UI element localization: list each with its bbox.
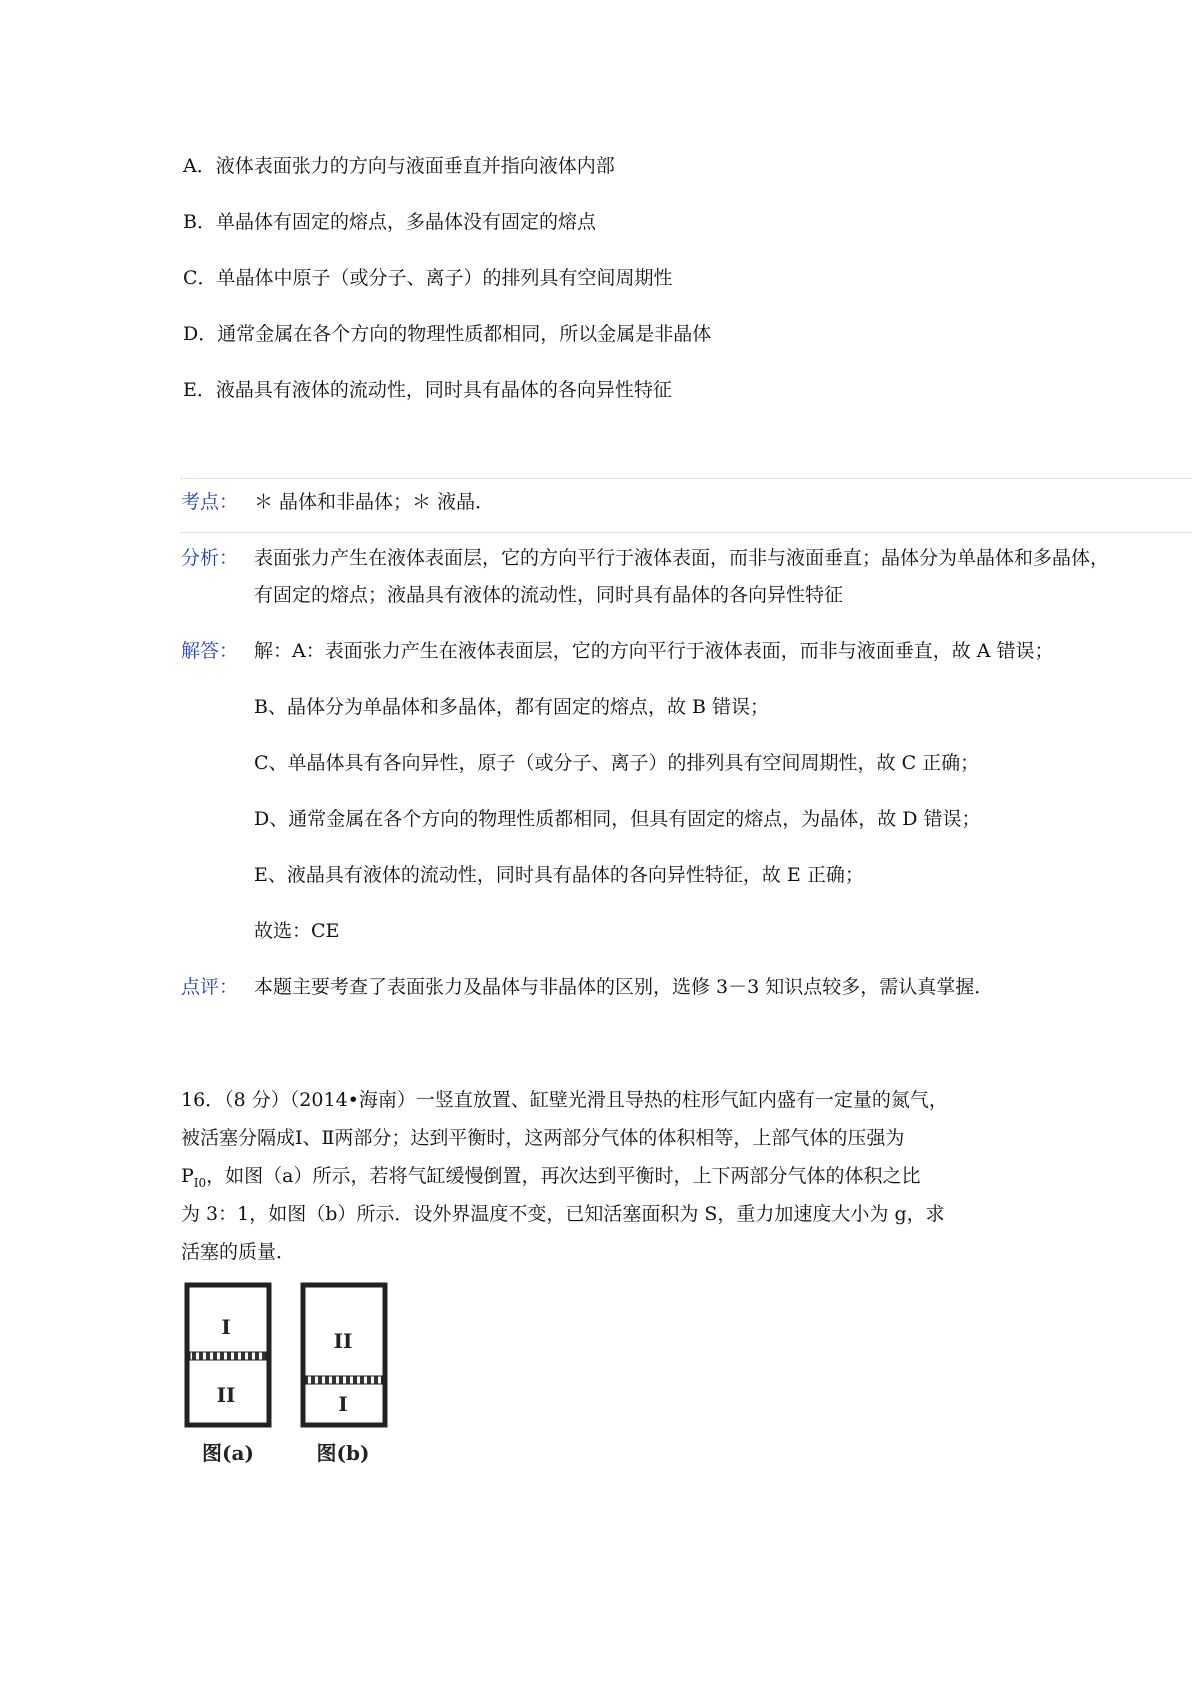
question-line bbox=[181, 1161, 921, 1190]
jieda-line: 故选：CE bbox=[254, 920, 340, 942]
question-line-text: ，如图（a）所示，若将气缸缓慢倒置，再次达到平衡时，上下两部分气体的体积之比 bbox=[206, 1165, 921, 1187]
option-text: 单晶体有固定的熔点，多晶体没有固定的熔点 bbox=[215, 211, 596, 233]
jieda-label: 解答： bbox=[181, 640, 239, 662]
dianping-text: 本题主要考查了表面张力及晶体与非晶体的区别，选修 3－3 知识点较多，需认真掌握． bbox=[254, 976, 994, 998]
piston-a bbox=[190, 1352, 266, 1360]
option-text: 液晶具有液体的流动性，同时具有晶体的各向异性特征 bbox=[215, 379, 672, 401]
pressure-symbol: P bbox=[181, 1165, 194, 1187]
fig-b-top-label: II bbox=[333, 1329, 353, 1353]
fig-b-caption: 图(b) bbox=[316, 1441, 370, 1465]
option-letter: D． bbox=[183, 323, 218, 345]
jieda-line: C、单晶体具有各向异性，原子（或分子、离子）的排列具有空间周期性，故 C 正确； bbox=[254, 752, 980, 774]
question-line: 16．（8 分）（2014•海南）一竖直放置、缸壁光滑且导热的柱形气缸内盛有一定量的氮气， bbox=[181, 1089, 948, 1111]
question-line: 被活塞分隔成Ⅰ、Ⅱ两部分；达到平衡时，这两部分气体的体积相等，上部气体的压强为 bbox=[181, 1127, 905, 1149]
question-line: 活塞的质量． bbox=[181, 1241, 296, 1263]
fig-a-bottom-label: II bbox=[216, 1383, 236, 1407]
jieda-line: D、通常金属在各个方向的物理性质都相同，但具有固定的熔点，为晶体，故 D 错误； bbox=[254, 808, 981, 830]
kaodian-text: ＊ 晶体和非晶体；＊ 液晶． bbox=[254, 491, 495, 513]
option-letter: E． bbox=[183, 379, 216, 401]
fenxi-line: 有固定的熔点；液晶具有液体的流动性，同时具有晶体的各向异性特征 bbox=[254, 584, 844, 606]
option-c bbox=[183, 263, 673, 290]
piston-b bbox=[306, 1376, 382, 1384]
fig-b-bottom-label: I bbox=[338, 1392, 348, 1416]
option-text: 液体表面张力的方向与液面垂直并指向液体内部 bbox=[215, 155, 615, 177]
kaodian-label: 考点： bbox=[181, 491, 239, 513]
option-e bbox=[183, 375, 672, 402]
jieda-line: 解：A：表面张力产生在液体表面层，它的方向平行于液体表面，而非与液面垂直，故 A 错误； bbox=[254, 640, 1054, 662]
jieda-line: B、晶体分为单晶体和多晶体，都有固定的熔点，故 B 错误； bbox=[254, 696, 770, 718]
jieda-line: E、液晶具有液体的流动性，同时具有晶体的各向异性特征，故 E 正确； bbox=[254, 864, 864, 886]
divider bbox=[181, 532, 1191, 533]
option-text: 通常金属在各个方向的物理性质都相同，所以金属是非晶体 bbox=[217, 323, 712, 345]
option-letter: A． bbox=[183, 155, 216, 177]
figure-a bbox=[187, 1285, 269, 1465]
pressure-subscript: Ⅰ0 bbox=[193, 1175, 207, 1190]
option-b bbox=[183, 207, 596, 234]
cylinder-figures bbox=[178, 1278, 408, 1478]
fig-a-caption: 图(a) bbox=[202, 1441, 254, 1465]
fig-a-top-label: I bbox=[221, 1315, 231, 1339]
dianping-label: 点评： bbox=[181, 976, 239, 998]
option-a bbox=[183, 151, 615, 178]
divider bbox=[181, 478, 1191, 479]
figure-b bbox=[303, 1285, 385, 1465]
fenxi-label: 分析： bbox=[181, 547, 239, 569]
option-text: 单晶体中原子（或分子、离子）的排列具有空间周期性 bbox=[216, 267, 673, 289]
option-d bbox=[183, 319, 711, 346]
fenxi-line: 表面张力产生在液体表面层，它的方向平行于液体表面，而非与液面垂直；晶体分为单晶体和多晶体， bbox=[254, 547, 1110, 569]
option-letter: B． bbox=[183, 211, 216, 233]
option-letter: C． bbox=[183, 267, 217, 289]
question-line: 为 3：1，如图（b）所示．设外界温度不变，已知活塞面积为 S，重力加速度大小为 g，求 bbox=[181, 1203, 945, 1225]
